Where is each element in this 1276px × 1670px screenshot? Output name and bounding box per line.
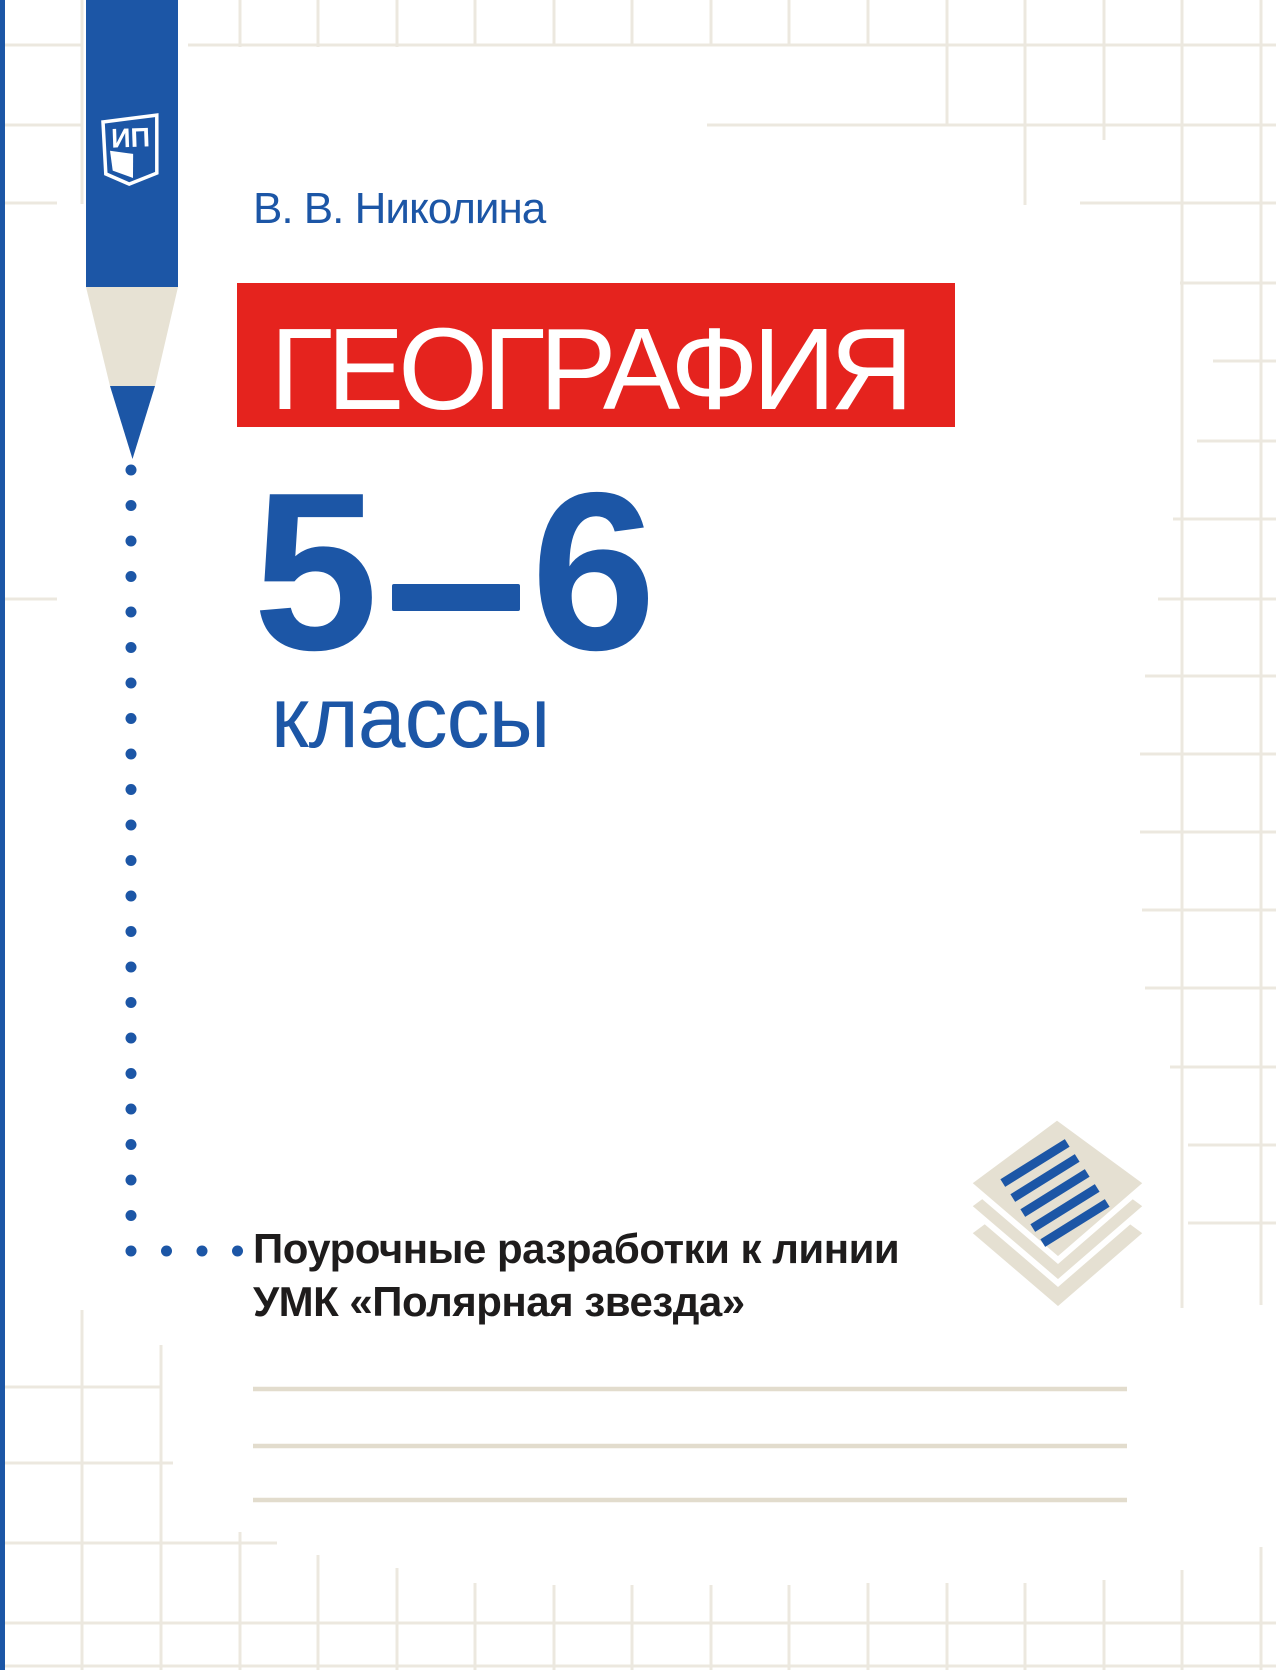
grade-second: 6	[531, 445, 657, 697]
paper-stack-icon	[968, 1117, 1147, 1310]
grades-label: классы	[271, 670, 550, 766]
subtitle	[253, 1222, 899, 1328]
subtitle-line-1: Поурочные разработки к линии	[253, 1225, 900, 1272]
grade-first: 5	[253, 445, 379, 697]
pencil-icon	[86, 0, 178, 459]
author-name: В. В. Николина	[253, 184, 546, 233]
title-banner	[237, 283, 955, 434]
publisher-logo-text: ИП	[110, 122, 151, 154]
writing-lines	[253, 1389, 1127, 1500]
subtitle-line-2: УМК «Полярная звезда»	[253, 1278, 745, 1325]
grade-dash	[392, 584, 520, 611]
dotted-line	[126, 465, 244, 1257]
book-title: ГЕОГРАФИЯ	[270, 304, 908, 434]
